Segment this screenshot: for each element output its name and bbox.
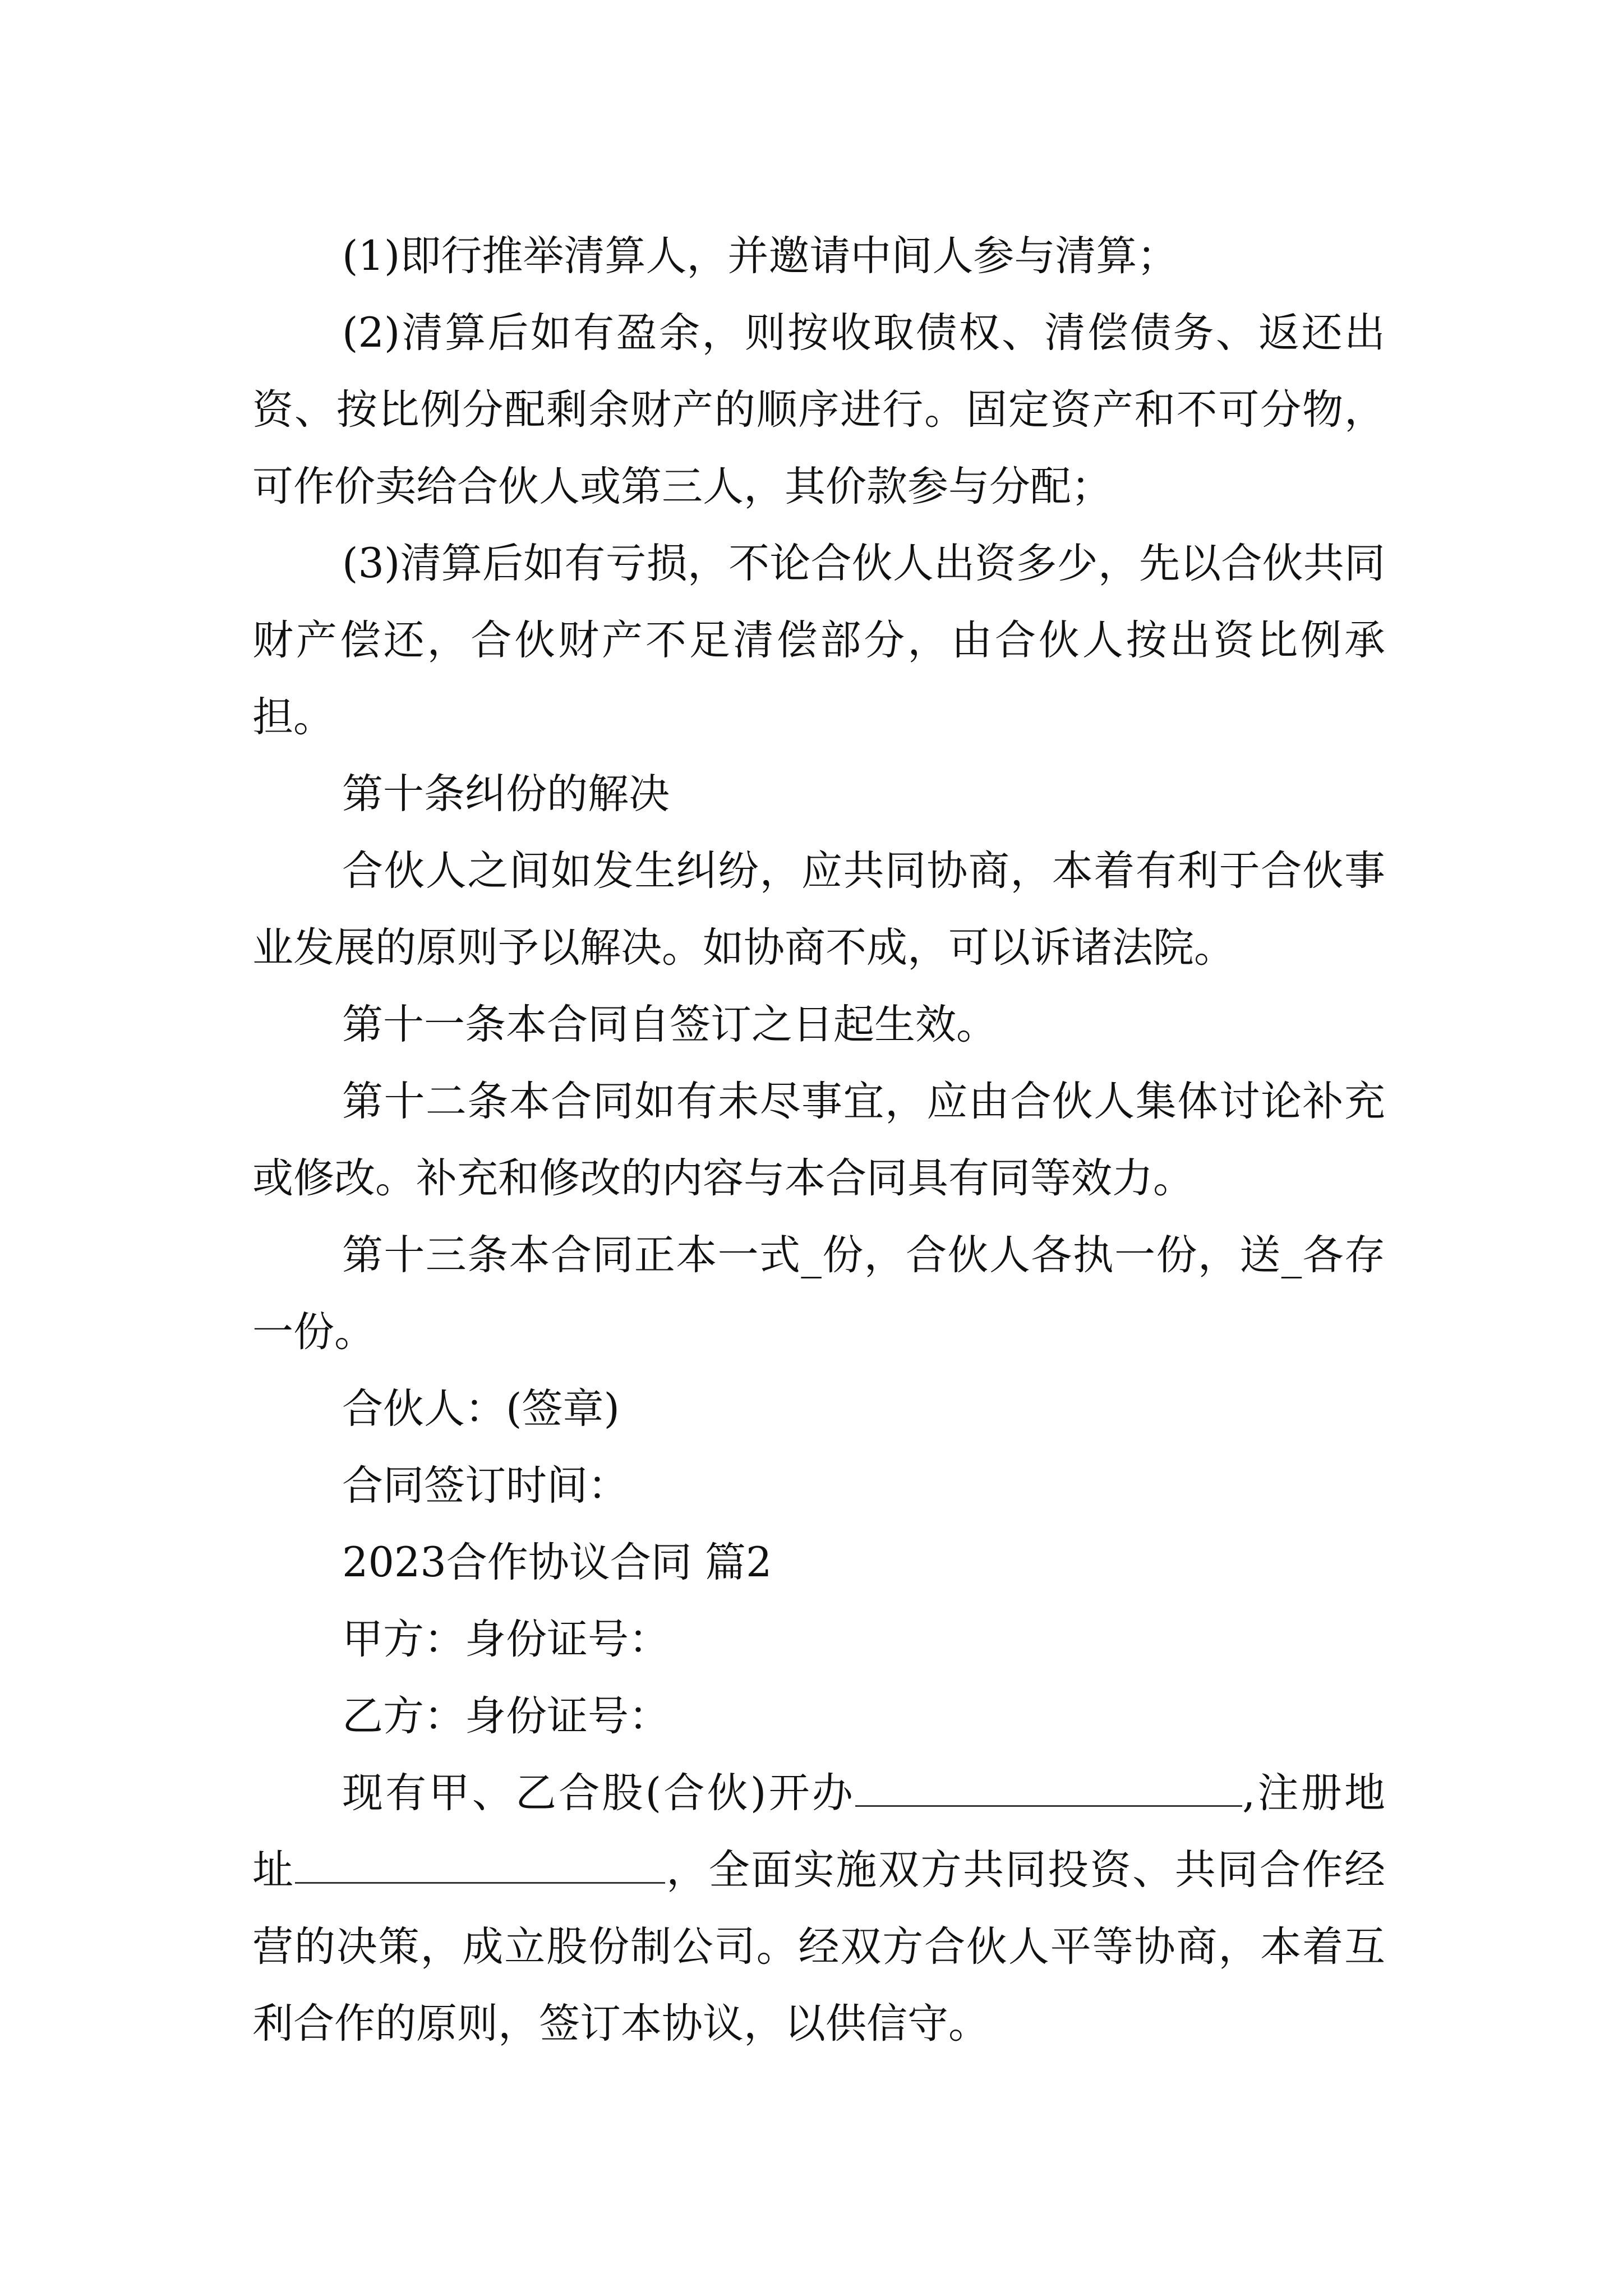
article-10-body: 合伙人之间如发生纠纷，应共同协商，本着有利于合伙事业发展的原则予以解决。如协商不成，可以诉诸法院。 bbox=[252, 847, 1385, 972]
party-b-line: 乙方：身份证号： bbox=[342, 1692, 670, 1740]
clause-liquidation-1: (1)即行推举清算人，并邀请中间人参与清算； bbox=[342, 232, 1178, 280]
article-13: 第十三条本合同正本一式_份，合伙人各执一份，送_各存一份。 bbox=[252, 1231, 1385, 1356]
article-12: 第十二条本合同如有未尽事宜，应由合伙人集体讨论补充或修改。补充和修改的内容与本合同具有同等效力。 bbox=[252, 1078, 1385, 1202]
preamble-part-1: 现有甲、乙合股(合伙)开办 bbox=[342, 1769, 856, 1817]
agreement-preamble bbox=[252, 1755, 1385, 2062]
business-name-blank bbox=[855, 1766, 1242, 1807]
document-body bbox=[252, 218, 1385, 2062]
article-10-heading: 第十条纠份的解决 bbox=[342, 770, 670, 818]
signing-date-line: 合同签订时间： bbox=[342, 1462, 629, 1510]
preamble-part-3: ，全面实施双方共同投资、共同合作经营的决策，成立股份制公司。经双方合伙人平等协商，本着互利合作的原则，签订本协议，以供信守。 bbox=[252, 1846, 1386, 2047]
address-blank bbox=[295, 1843, 665, 1884]
preamble-part-2: ,注册地址 bbox=[252, 1769, 1385, 1894]
party-a-line: 甲方：身份证号： bbox=[342, 1616, 670, 1663]
section-title: 2023合作协议合同 篇2 bbox=[342, 1539, 772, 1586]
clause-liquidation-2: (2)清算后如有盈余，则按收取债权、清偿债务、返还出资、按比例分配剩余财产的顺序进行。固定资产和不可分物，可作价卖给合伙人或第三人，其价款参与分配； bbox=[252, 309, 1385, 510]
clause-liquidation-3: (3)清算后如有亏损，不论合伙人出资多少，先以合伙共同财产偿还，合伙财产不足清偿部分，由合伙人按出资比例承担。 bbox=[252, 540, 1385, 741]
partner-signature-line: 合伙人：(签章) bbox=[342, 1385, 620, 1433]
article-11: 第十一条本合同自签订之日起生效。 bbox=[342, 1001, 997, 1048]
